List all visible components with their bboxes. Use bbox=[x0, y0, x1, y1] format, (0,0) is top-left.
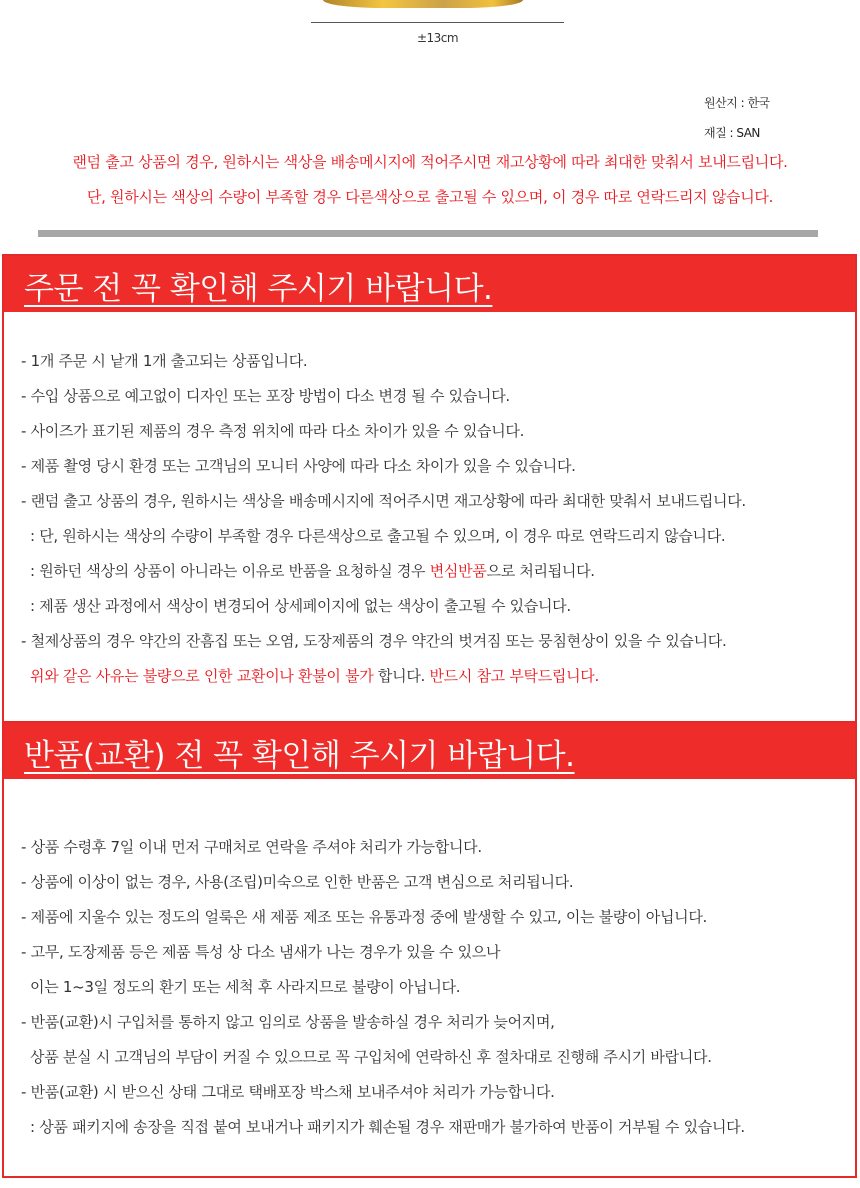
return-notice-line: - 제품에 지울수 있는 정도의 얼룩은 새 제품 제조 또는 유통과정 중에 발생할 수 있고, 이는 불량이 아닙니다. bbox=[21, 908, 707, 926]
no-refund-warning: 위와 같은 사유는 불량으로 인한 교환이나 환불이 불가 bbox=[30, 667, 374, 685]
return-notice-header bbox=[4, 723, 855, 781]
spec-origin: 원산지 : 한국 bbox=[704, 96, 770, 110]
dimension-line bbox=[311, 22, 564, 23]
change-of-mind-highlight: 변심반품 bbox=[429, 562, 487, 580]
order-notice-header bbox=[4, 256, 855, 314]
return-notice-line: 상품 분실 시 고객님의 부담이 커질 수 있으므로 꼭 구입처에 연락하신 후 절차대로 진행해 주시기 바랍니다. bbox=[30, 1048, 712, 1066]
return-notice-line: 이는 1~3일 정도의 환기 또는 세척 후 사라지므로 불량이 아닙니다. bbox=[30, 978, 461, 996]
order-notice-line: - 랜덤 출고 상품의 경우, 원하시는 색상을 배송메시지에 적어주시면 재고상황에 따라 최대한 맞춰서 보내드립니다. bbox=[21, 492, 746, 510]
spec-material: 재질 : SAN bbox=[704, 126, 760, 140]
product-info-area bbox=[0, 0, 860, 240]
order-notice-line-change-of-mind bbox=[30, 560, 595, 581]
order-notice-line: - 제품 촬영 당시 환경 또는 고객님의 모니터 사양에 따라 다소 차이가 있을 수 있습니다. bbox=[21, 457, 576, 475]
product-image-edge bbox=[323, 0, 523, 8]
order-notice-warning-line bbox=[30, 665, 599, 686]
order-notice-line: - 철제상품의 경우 약간의 잔흠집 또는 오염, 도장제품의 경우 약간의 벗겨짐 또는 뭉침현상이 있을 수 있습니다. bbox=[21, 632, 727, 650]
please-note-warning: 반드시 참고 부탁드립니다. bbox=[429, 667, 599, 685]
section-divider bbox=[38, 230, 818, 237]
random-shipping-notice: 랜덤 출고 상품의 경우, 원하시는 색상을 배송메시지에 적어주시면 재고상황에 따라 최대한 맞춰서 보내드립니다. bbox=[72, 153, 788, 171]
return-notice-line: - 상품에 이상이 없는 경우, 사용(조립)미숙으로 인한 반품은 고객 변심으로 처리됩니다. bbox=[21, 873, 574, 891]
order-notice-panel bbox=[2, 254, 857, 723]
return-notice-line: : 상품 패키지에 송장을 직접 붙여 보내거나 패키지가 훼손될 경우 재판매가 불가하여 반품이 거부될 수 있습니다. bbox=[30, 1118, 745, 1136]
color-shortage-notice: 단, 원하시는 색상의 수량이 부족할 경우 다른색상으로 출고될 수 있으며, 이 경우 따로 연락드리지 않습니다. bbox=[86, 188, 774, 206]
return-notice-panel bbox=[2, 721, 857, 1178]
return-notice-line: - 상품 수령후 7일 이내 먼저 구매처로 연락을 주셔야 처리가 가능합니다. bbox=[21, 838, 482, 856]
dimension-label: ±13cm bbox=[416, 31, 459, 45]
return-notice-line: - 반품(교환)시 구입처를 통하지 않고 임의로 상품을 발송하실 경우 처리가 늦어지며, bbox=[21, 1013, 555, 1031]
order-notice-line: : 제품 생산 과정에서 색상이 변경되어 상세페이지에 없는 색상이 출고될 수 있습니다. bbox=[30, 597, 571, 615]
order-notice-line: - 사이즈가 표기된 제품의 경우 측정 위치에 따라 다소 차이가 있을 수 있습니다. bbox=[21, 422, 525, 440]
order-notice-title: 주문 전 꼭 확인해 주시기 바랍니다. bbox=[24, 271, 493, 307]
order-notice-line: - 수입 상품으로 예고없이 디자인 또는 포장 방법이 다소 변경 될 수 있습니다. bbox=[21, 387, 510, 405]
return-notice-line: - 고무, 도장제품 등은 제품 특성 상 다소 냄새가 나는 경우가 있을 수 있으나 bbox=[21, 943, 501, 961]
return-notice-line: - 반품(교환) 시 받으신 상태 그대로 택배포장 박스채 보내주셔야 처리가 가능합니다. bbox=[21, 1083, 555, 1101]
order-notice-line: : 단, 원하시는 색상의 수량이 부족할 경우 다른색상으로 출고될 수 있으며, 이 경우 따로 연락드리지 않습니다. bbox=[30, 527, 726, 545]
no-refund-warning-mid: 합니다. bbox=[373, 667, 430, 685]
order-notice-line: - 1개 주문 시 낱개 1개 출고되는 상품입니다. bbox=[21, 352, 308, 370]
change-of-mind-suffix: 으로 처리됩니다. bbox=[486, 562, 595, 580]
change-of-mind-text: : 원하던 색상의 상품이 아니라는 이유로 반품을 요청하실 경우 bbox=[30, 562, 430, 580]
return-notice-title: 반품(교환) 전 꼭 확인해 주시기 바랍니다. bbox=[24, 738, 575, 774]
